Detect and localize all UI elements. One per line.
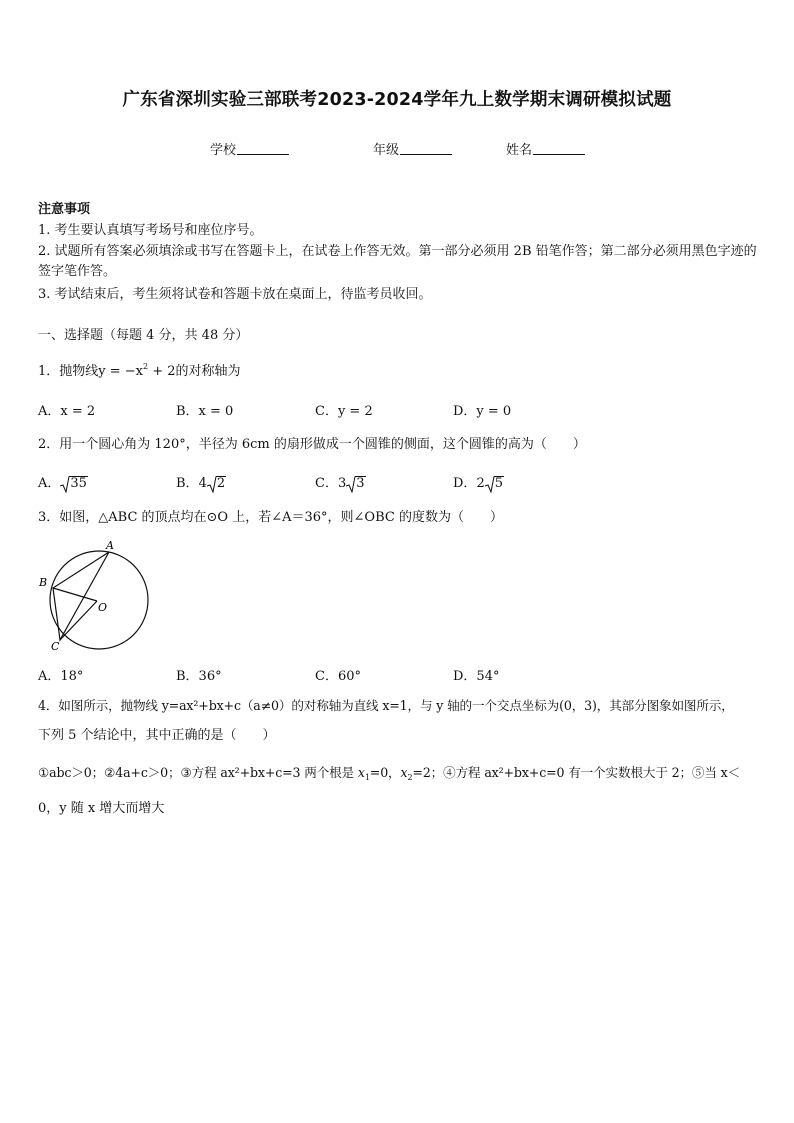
name-field [506,139,585,158]
radical-sign-icon [207,476,217,493]
school-label: 学校 [210,143,237,158]
name-label: 姓名 [506,143,533,158]
q1-suffix: 的对称轴为 [175,364,241,379]
q4-x1-val: =0， [369,765,401,780]
q1-option-a: A．x = 2 [38,404,96,419]
page-title: 广东省深圳实验三部联考2023-2024学年九上数学期末调研模拟试题 [122,90,672,110]
q3-option-d: D．54° [453,669,500,684]
q1-formula-tail: + 2 [148,364,176,379]
segment-ob [53,588,97,601]
q2-option-c [315,472,366,491]
q2-option-c-letter: C． [315,476,338,491]
radical-sign-icon [346,476,356,493]
q4-x2-sub: 2 [407,773,413,782]
q1-prefix: 1．抛物线 [38,364,99,379]
label-o: O [98,601,108,614]
radical-sign-icon [485,476,495,493]
school-field [210,139,289,158]
q3-option-c: C．60° [315,669,361,684]
q2-option-b [176,472,226,491]
section-heading: 一、选择题（每题 4 分，共 48 分） [38,328,249,343]
q2-option-a [38,472,88,491]
q4-x1-sub: 1 [364,773,370,782]
question-4-line-4: 0，y 随 x 增大而增大 [38,801,165,816]
question-4-line-2: 下列 5 个结论中，其中正确的是（ ） [38,728,276,743]
notice-item-3: 3. 考试结束后，考生须将试卷和答题卡放在桌面上，待监考员收回。 [38,287,432,302]
q1-formula-exp: 2 [143,362,149,371]
grade-label: 年级 [373,143,400,158]
label-b: B [39,576,48,589]
q2-option-d-coef: 2 [476,476,485,491]
q2-option-a-letter: A． [38,476,61,491]
q4-x1: x [357,765,365,780]
q1-formula-y: y = −x [98,364,144,379]
question-2: 2．用一个圆心角为 120°，半径为 6cm 的扇形做成一个圆锥的侧面，这个圆锥的高为（ ） [38,437,586,452]
q1-option-c: C．y = 2 [315,404,373,419]
q4-x2: x [400,765,408,780]
q2-option-d-sqrt [485,476,504,491]
q2-option-c-radicand: 3 [356,476,365,491]
q2-option-c-coef: 3 [337,476,347,491]
q2-option-a-sqrt [60,476,88,491]
label-c: C [51,640,60,653]
q4-statements-part1: ①abc＞0；②4a+c＞0；③方程 ax²+bx+c=3 两个根是 [38,765,358,780]
grade-blank [400,142,452,155]
q2-option-b-radicand: 2 [216,476,226,491]
notice-item-2: 2. 试题所有答案必须填涂或书写在答题卡上，在试卷上作答无效。第一部分必须用 2B 铅笔作答；第二部分必须用黑色字迹的签字笔作答。 [38,244,757,279]
q2-option-d [453,472,504,491]
q4-x2-val: =2；④方程 ax²+bx+c=0 有一个实数根大于 2；⑤当 x＜ [412,765,741,780]
q3-option-a: A．18° [38,669,84,684]
q2-option-d-radicand: 5 [494,476,503,491]
question-4-line-3 [38,763,740,788]
q2-option-d-letter: D． [453,476,477,491]
name-blank [533,142,585,155]
q2-option-b-coef: 4 [198,476,207,491]
school-blank [237,142,289,155]
label-a: A [106,539,114,552]
radical-sign-icon [60,476,70,493]
q1-option-d: D．y = 0 [453,404,512,419]
circle-triangle-figure [36,538,156,653]
question-3: 3．如图，△ABC 的顶点均在⊙O 上，若∠A＝36°，则∠OBC 的度数为（ ） [38,510,503,525]
grade-field [373,139,452,158]
q2-option-a-radicand: 35 [70,476,87,491]
notice-heading: 注意事项 [38,202,91,217]
notice-item-1: 1. 考生要认真填写考场号和座位序号。 [38,223,263,238]
q1-option-b: B．x = 0 [176,404,234,419]
question-1 [38,357,241,382]
q3-option-b: B．36° [176,669,222,684]
q2-option-b-sqrt [207,476,226,491]
question-4-line-1: 4．如图所示，抛物线 y=ax²+bx+c（a≠0）的对称轴为直线 x=1，与 y 轴的一个交点坐标为(0，3)，其部分图象如图所示， [38,698,734,713]
q2-option-c-sqrt [346,476,365,491]
q2-option-b-letter: B． [176,476,199,491]
